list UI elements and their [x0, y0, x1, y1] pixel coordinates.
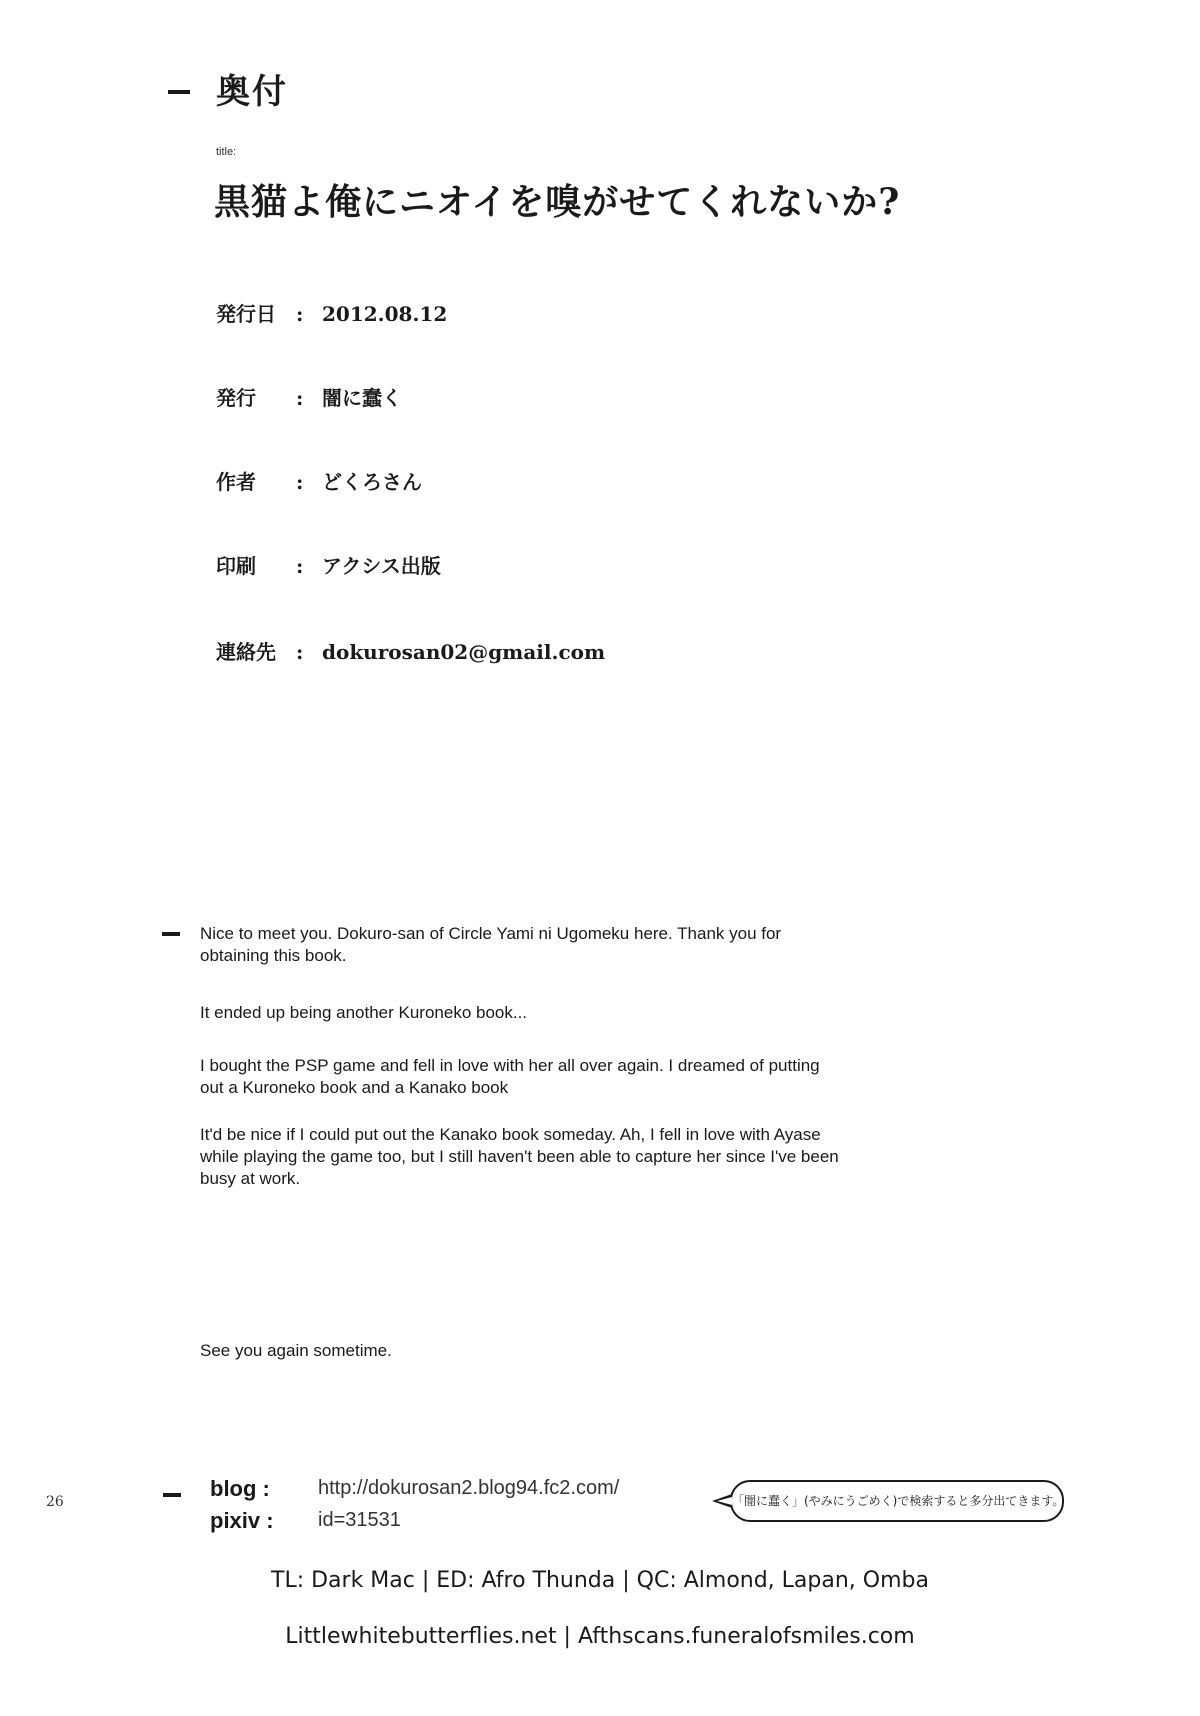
colophon-label: 作者 [216, 470, 256, 494]
message-paragraph: I bought the PSP game and fell in love with her all over again. I dreamed of putting out a Kuroneko book and a Kanako book [200, 1056, 820, 1097]
colophon-label: 連絡先 [216, 640, 276, 664]
colophon-value: どくろさん [322, 470, 422, 494]
colophon-colon: : [296, 640, 304, 664]
message-paragraph: It ended up being another Kuroneko book... [200, 1003, 528, 1022]
staff-credits: TL: Dark Mac | ED: Afro Thunda | QC: Almond, Lapan, Omba [271, 1568, 929, 1593]
colophon-label: 発行 [216, 386, 256, 410]
colophon-value: アクシス出版 [322, 554, 441, 578]
blog-url[interactable]: http://dokurosan2.blog94.fc2.com/ [318, 1477, 620, 1499]
page-number: 26 [46, 1494, 64, 1510]
title-caption: title: [216, 146, 237, 158]
message-paragraph: It'd be nice if I could put out the Kanako book someday. Ah, I fell in love with Ayase while playing the game too, but I still haven't been able to capture her since I've been busy at work. [200, 1125, 839, 1188]
colophon-label: 印刷 [216, 554, 256, 578]
blog-label: blog : [210, 1476, 270, 1501]
pixiv-id[interactable]: id=31531 [318, 1509, 401, 1531]
message-paragraph: See you again sometime. [200, 1341, 392, 1360]
message-paragraph: Nice to meet you. Dokuro-san of Circle Yami ni Ugomeku here. Thank you for obtaining this book. [200, 924, 782, 965]
book-title: 黒猫よ俺にニオイを嗅がせてくれないか? [214, 181, 901, 223]
section-dash-colophon [168, 90, 190, 94]
colophon-heading: 奥付 [216, 72, 288, 112]
colophon-colon: : [296, 470, 304, 494]
colophon-label: 発行日 [216, 302, 276, 326]
colophon-value: dokurosan02@gmail.com [322, 640, 606, 664]
colophon-value: 闇に蠢く [322, 386, 402, 410]
colophon-colon: : [296, 302, 304, 326]
colophon-colon: : [296, 554, 304, 578]
colophon-colon: : [296, 386, 304, 410]
site-credits: Littlewhitebutterflies.net | Afthscans.funeralofsmiles.com [285, 1624, 915, 1649]
speech-bubble: 「闇に蠢く」(やみにうごめく)で検索すると多分出てきます。 [730, 1480, 1064, 1522]
section-dash-links [163, 1493, 181, 1497]
colophon-value: 2012.08.12 [322, 302, 448, 326]
pixiv-label: pixiv : [210, 1508, 274, 1533]
speech-bubble-tail-inner [717, 1497, 732, 1505]
section-dash-message [162, 932, 180, 936]
